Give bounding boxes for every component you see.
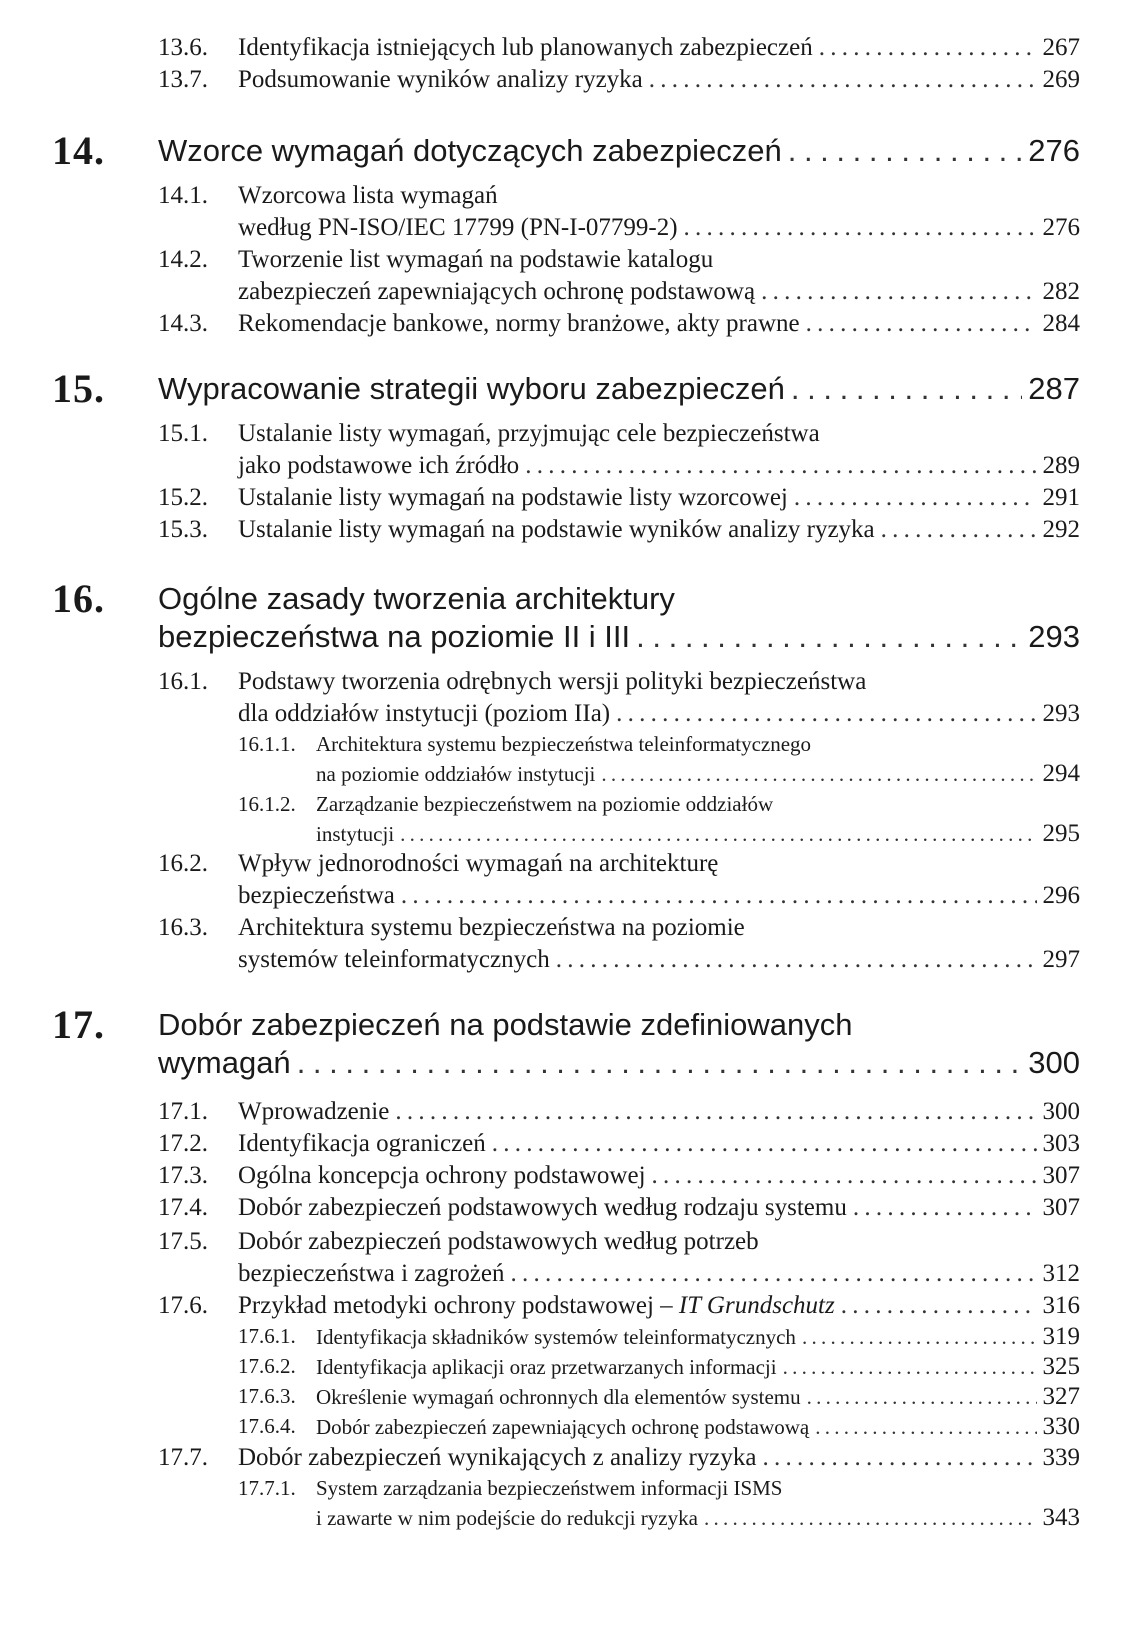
entry-title-line1: Tworzenie list wymagań na podstawie katalogu bbox=[238, 246, 714, 273]
entry-number: 15.1. bbox=[158, 420, 208, 447]
entry-title-line2: według PN-ISO/IEC 17799 (PN-I-07799-2) bbox=[238, 214, 678, 241]
entry-page: 316 bbox=[1042, 1292, 1080, 1319]
entry-page: 339 bbox=[1042, 1444, 1080, 1471]
entry-title: Rekomendacje bankowe, normy branżowe, akty prawne bbox=[238, 310, 800, 337]
dot-leader bbox=[815, 1413, 1036, 1442]
entry-title-line1: Architektura systemu bezpieczeństwa na poziomie bbox=[238, 914, 745, 941]
dot-leader bbox=[704, 1504, 1037, 1533]
entry-title: Dobór zabezpieczeń podstawowych według rodzaju systemu bbox=[238, 1194, 847, 1221]
entry-page: 319 bbox=[1042, 1323, 1080, 1350]
entry-title: Identyfikacja istniejących lub planowanych zabezpieczeń bbox=[238, 34, 813, 61]
dot-leader bbox=[556, 944, 1037, 976]
chapter-number: 15. bbox=[52, 366, 105, 411]
dot-leader bbox=[636, 618, 1022, 656]
entry-title bbox=[238, 1290, 835, 1322]
dot-leader bbox=[853, 1192, 1037, 1224]
entry-title: Określenie wymagań ochronnych dla elementów systemu bbox=[316, 1385, 801, 1409]
dot-leader bbox=[601, 760, 1036, 789]
entry-number: 16.2. bbox=[158, 850, 208, 877]
dot-leader bbox=[492, 1128, 1037, 1160]
dot-leader bbox=[511, 1258, 1037, 1290]
dot-leader bbox=[395, 1096, 1036, 1128]
entry-title: Dobór zabezpieczeń wynikających z analizy ryzyka bbox=[238, 1444, 757, 1471]
entry-page: 284 bbox=[1042, 310, 1080, 337]
dot-leader bbox=[762, 1442, 1036, 1474]
entry-page: 295 bbox=[1042, 820, 1080, 847]
entry-number: 17.6.3. bbox=[238, 1384, 296, 1408]
dot-leader bbox=[783, 1353, 1037, 1382]
entry-number: 17.1. bbox=[158, 1098, 208, 1125]
chapter-title-line1: Ogólne zasady tworzenia architektury bbox=[158, 581, 675, 616]
entry-number: 15.3. bbox=[158, 516, 208, 543]
entry-title-line2: instytucji bbox=[316, 822, 395, 846]
entry-number: 17.6. bbox=[158, 1292, 208, 1319]
entry-title: Identyfikacja aplikacji oraz przetwarzanych informacji bbox=[316, 1355, 777, 1379]
entry-page: 267 bbox=[1042, 34, 1080, 61]
entry-page: 300 bbox=[1042, 1098, 1080, 1125]
entry-title-line1: Dobór zabezpieczeń podstawowych według potrzeb bbox=[238, 1228, 759, 1255]
entry-title: Identyfikacja składników systemów teleinformatycznych bbox=[316, 1325, 796, 1349]
entry-page: 289 bbox=[1042, 452, 1080, 479]
chapter-title-line2: bezpieczeństwa na poziomie II i III bbox=[158, 619, 631, 654]
entry-number: 17.6.2. bbox=[238, 1354, 296, 1378]
entry-title: Ustalanie listy wymagań na podstawie listy wzorcowej bbox=[238, 484, 788, 511]
dot-leader bbox=[841, 1290, 1037, 1322]
entry-title-line2: zabezpieczeń zapewniających ochronę podstawową bbox=[238, 278, 756, 305]
dot-leader bbox=[649, 64, 1037, 96]
entry-number: 17.7. bbox=[158, 1444, 208, 1471]
entry-page: 293 bbox=[1042, 700, 1080, 727]
entry-page: 325 bbox=[1042, 1353, 1080, 1380]
entry-page: 312 bbox=[1042, 1260, 1080, 1287]
entry-title-line1: System zarządzania bezpieczeństwem informacji ISMS bbox=[316, 1476, 783, 1500]
entry-number: 16.1. bbox=[158, 668, 208, 695]
entry-title-text: Przykład metodyki ochrony podstawowej – bbox=[238, 1292, 679, 1319]
entry-number: 17.6.1. bbox=[238, 1324, 296, 1348]
entry-page: 269 bbox=[1042, 66, 1080, 93]
entry-page: 291 bbox=[1042, 484, 1080, 511]
chapter-title-line1: Dobór zabezpieczeń na podstawie zdefiniowanych bbox=[158, 1007, 853, 1042]
entry-title: Ogólna koncepcja ochrony podstawowej bbox=[238, 1162, 646, 1189]
entry-title-line1: Wzorcowa lista wymagań bbox=[238, 182, 498, 209]
dot-leader bbox=[525, 450, 1036, 482]
entry-page: 330 bbox=[1042, 1413, 1080, 1440]
entry-number: 17.5. bbox=[158, 1228, 208, 1255]
entry-title-line1: Zarządzanie bezpieczeństwem na poziomie oddziałów bbox=[316, 792, 774, 816]
entry-title-line1: Wpływ jednorodności wymagań na architekturę bbox=[238, 850, 719, 877]
dot-leader bbox=[297, 1044, 1023, 1082]
entry-number: 13.6. bbox=[158, 34, 208, 61]
entry-number: 17.6.4. bbox=[238, 1414, 296, 1438]
chapter-title-line2: wymagań bbox=[158, 1045, 291, 1080]
entry-title-line2: bezpieczeństwa i zagrożeń bbox=[238, 1260, 505, 1287]
dot-leader bbox=[401, 880, 1037, 912]
dot-leader bbox=[616, 698, 1036, 730]
entry-number: 17.3. bbox=[158, 1162, 208, 1189]
entry-number: 14.2. bbox=[158, 246, 208, 273]
entry-number: 17.2. bbox=[158, 1130, 208, 1157]
entry-number: 16.1.2. bbox=[238, 792, 296, 816]
dot-leader bbox=[802, 1323, 1037, 1352]
entry-page: 282 bbox=[1042, 278, 1080, 305]
chapter-page: 287 bbox=[1028, 371, 1080, 406]
entry-title-line2: bezpieczeństwa bbox=[238, 882, 395, 909]
entry-page: 292 bbox=[1042, 516, 1080, 543]
entry-title: Ustalanie listy wymagań na podstawie wyników analizy ryzyka bbox=[238, 516, 875, 543]
entry-title-line1: Podstawy tworzenia odrębnych wersji polityki bezpieczeństwa bbox=[238, 668, 867, 695]
dot-leader bbox=[652, 1160, 1037, 1192]
entry-title-line2: na poziomie oddziałów instytucji bbox=[316, 762, 596, 786]
dot-leader bbox=[788, 132, 1023, 170]
entry-title: Identyfikacja ograniczeń bbox=[238, 1130, 486, 1157]
dot-leader bbox=[806, 308, 1037, 340]
entry-page: 294 bbox=[1042, 760, 1080, 787]
dot-leader bbox=[807, 1383, 1037, 1412]
entry-page: 303 bbox=[1042, 1130, 1080, 1157]
entry-number: 14.1. bbox=[158, 182, 208, 209]
entry-title-line2: i zawarte w nim podejście do redukcji ryzyka bbox=[316, 1506, 698, 1530]
chapter-page: 300 bbox=[1028, 1045, 1080, 1080]
entry-page: 296 bbox=[1042, 882, 1080, 909]
entry-title-line2: dla oddziałów instytucji (poziom IIa) bbox=[238, 700, 611, 727]
entry-title-line1: Ustalanie listy wymagań, przyjmując cele bezpieczeństwa bbox=[238, 420, 820, 447]
entry-title: Dobór zabezpieczeń zapewniających ochronę podstawową bbox=[316, 1415, 810, 1439]
entry-number: 15.2. bbox=[158, 484, 208, 511]
entry-title-line2: jako podstawowe ich źródło bbox=[238, 452, 520, 479]
entry-number: 14.3. bbox=[158, 310, 208, 337]
entry-page: 327 bbox=[1042, 1383, 1080, 1410]
entry-title: Wprowadzenie bbox=[238, 1098, 390, 1125]
chapter-title: Wypracowanie strategii wyboru zabezpieczeń bbox=[158, 371, 785, 406]
entry-number: 16.1.1. bbox=[238, 732, 296, 756]
entry-page: 343 bbox=[1042, 1504, 1080, 1531]
entry-number: 17.7.1. bbox=[238, 1476, 296, 1500]
entry-number: 17.4. bbox=[158, 1194, 208, 1221]
entry-title-italic: IT Grundschutz bbox=[678, 1292, 835, 1319]
dot-leader bbox=[684, 212, 1037, 244]
entry-page: 307 bbox=[1042, 1162, 1080, 1189]
entry-page: 307 bbox=[1042, 1194, 1080, 1221]
chapter-number: 16. bbox=[52, 576, 105, 621]
dot-leader bbox=[819, 32, 1037, 64]
chapter-number: 17. bbox=[52, 1002, 105, 1047]
dot-leader bbox=[791, 370, 1022, 408]
entry-page: 297 bbox=[1042, 946, 1080, 973]
entry-title-line1: Architektura systemu bezpieczeństwa teleinformatycznego bbox=[316, 732, 812, 756]
entry-number: 16.3. bbox=[158, 914, 208, 941]
entry-number: 13.7. bbox=[158, 66, 208, 93]
entry-page: 276 bbox=[1042, 214, 1080, 241]
entry-title: Podsumowanie wyników analizy ryzyka bbox=[238, 66, 643, 93]
chapter-page: 276 bbox=[1028, 133, 1080, 168]
chapter-page: 293 bbox=[1028, 619, 1080, 654]
dot-leader bbox=[881, 514, 1037, 546]
dot-leader bbox=[400, 820, 1036, 849]
chapter-number: 14. bbox=[52, 128, 105, 173]
chapter-title: Wzorce wymagań dotyczących zabezpieczeń bbox=[158, 133, 782, 168]
entry-title-line2: systemów teleinformatycznych bbox=[238, 946, 550, 973]
dot-leader bbox=[761, 276, 1036, 308]
dot-leader bbox=[794, 482, 1037, 514]
